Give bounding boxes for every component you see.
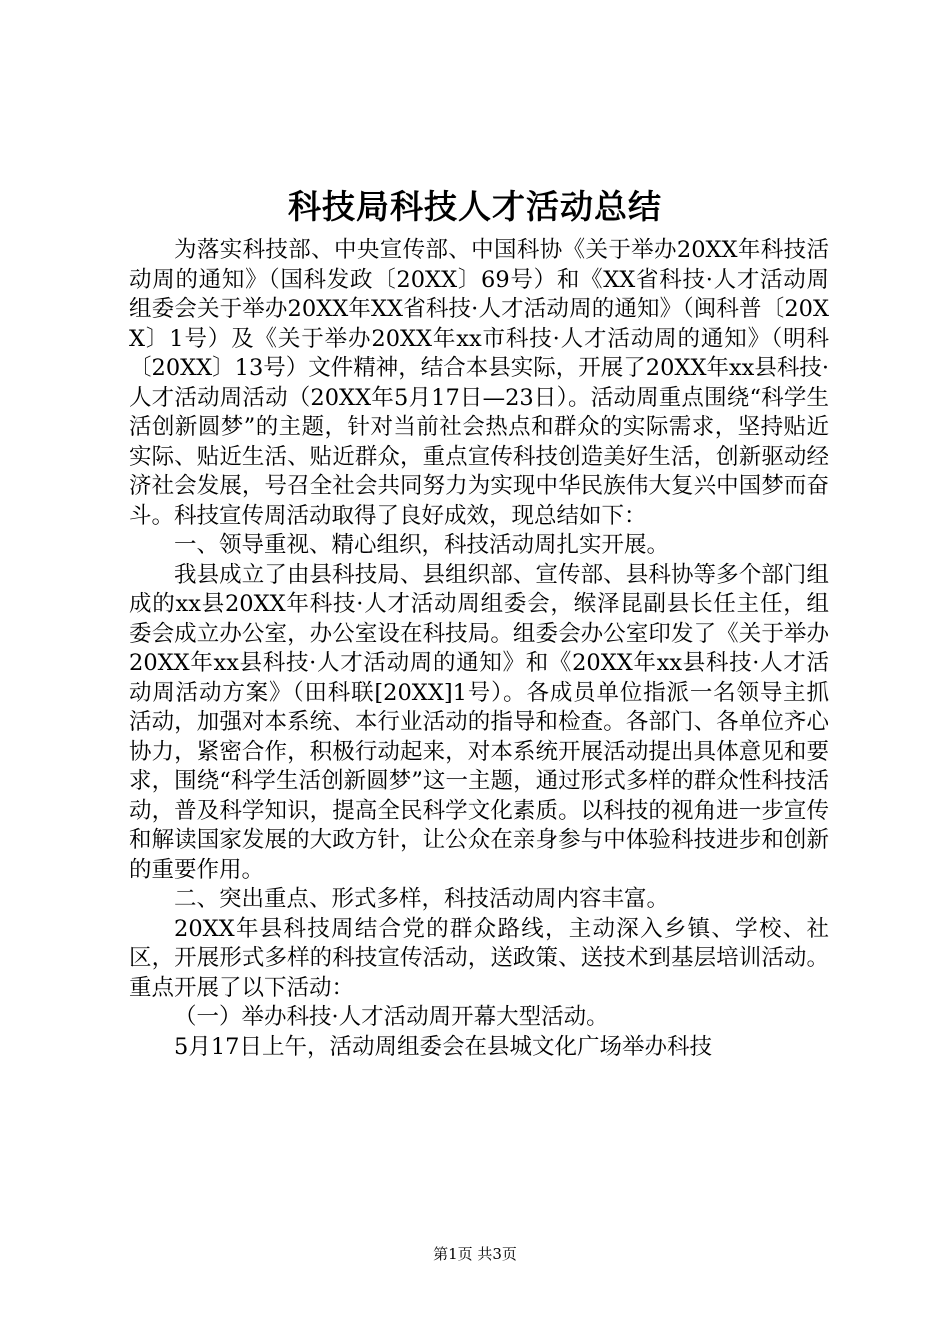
- section-heading-1: 一、领导重视、精心组织，科技活动周扎实开展。: [174, 532, 670, 558]
- section-heading-2: 二、突出重点、形式多样，科技活动周内容丰富。: [174, 886, 670, 912]
- page-number-footer: 第1页 共3页: [433, 1245, 517, 1263]
- paragraph-opening-event: 5月17日上午，活动周组委会在县城文化广场举办科技: [174, 1033, 712, 1060]
- document-body: [129, 236, 829, 1062]
- document-title: 科技局科技人才活动总结: [288, 187, 662, 226]
- paragraph-intro: 为落实科技部、中央宣传部、中国科协《关于举办20XX年科技活动周的通知》（国科发政〔20XX〕69号）和《XX省科技·人才活动周组委会关于举办20XX年XX省科技·人才活动周的通知》（闽科普〔20XX〕1号）及《关于举办20XX年xx市科技·人才活动周的通知》（明科〔20XX〕13号）文件精神，结合本县实际，开展了20XX年xx县科技·人才活动周活动（20XX年5月17日—23日）。活动周重点围绕“科学生活创新圆梦”的主题，针对当前社会热点和群众的实际需求，坚持贴近实际、贴近生活、贴近群众，重点宣传科技创造美好生活，创新驱动经济社会发展，号召全社会共同努力为实现中华民族伟大复兴中国梦而奋斗。科技宣传周活动取得了良好成效，现总结如下：: [129, 237, 829, 529]
- paragraph-organization: 我县成立了由县科技局、县组织部、宣传部、县科协等多个部门组成的xx县20XX年科技·人才活动周组委会，缑泽昆副县长任主任，组委会成立办公室，办公室设在科技局。组委会办公室印发了《关于举办20XX年xx县科技·人才活动周的通知》和《20XX年xx县科技·人才活动周活动方案》（田科联[20XX]1号）。各成员单位指派一名领导主抓活动，加强对本系统、本行业活动的指导和检查。各部门、各单位齐心协力，紧密合作，积极行动起来，对本系统开展活动提出具体意见和要求，围绕“科学生活创新圆梦”这一主题，通过形式多样的群众性科技活动，普及科学知识，提高全民科学文化素质。以科技的视角进一步宣传和解读国家发展的大政方针，让公众在亲身参与中体验科技进步和创新的重要作用。: [129, 561, 829, 883]
- paragraph-activities: 20XX年县科技周结合党的群众路线，主动深入乡镇、学校、社区，开展形式多样的科技宣传活动，送政策、送技术到基层培训活动。重点开展了以下活动：: [129, 915, 829, 1001]
- subsection-heading-1: （一）举办科技·人才活动周开幕大型活动。: [174, 1004, 609, 1030]
